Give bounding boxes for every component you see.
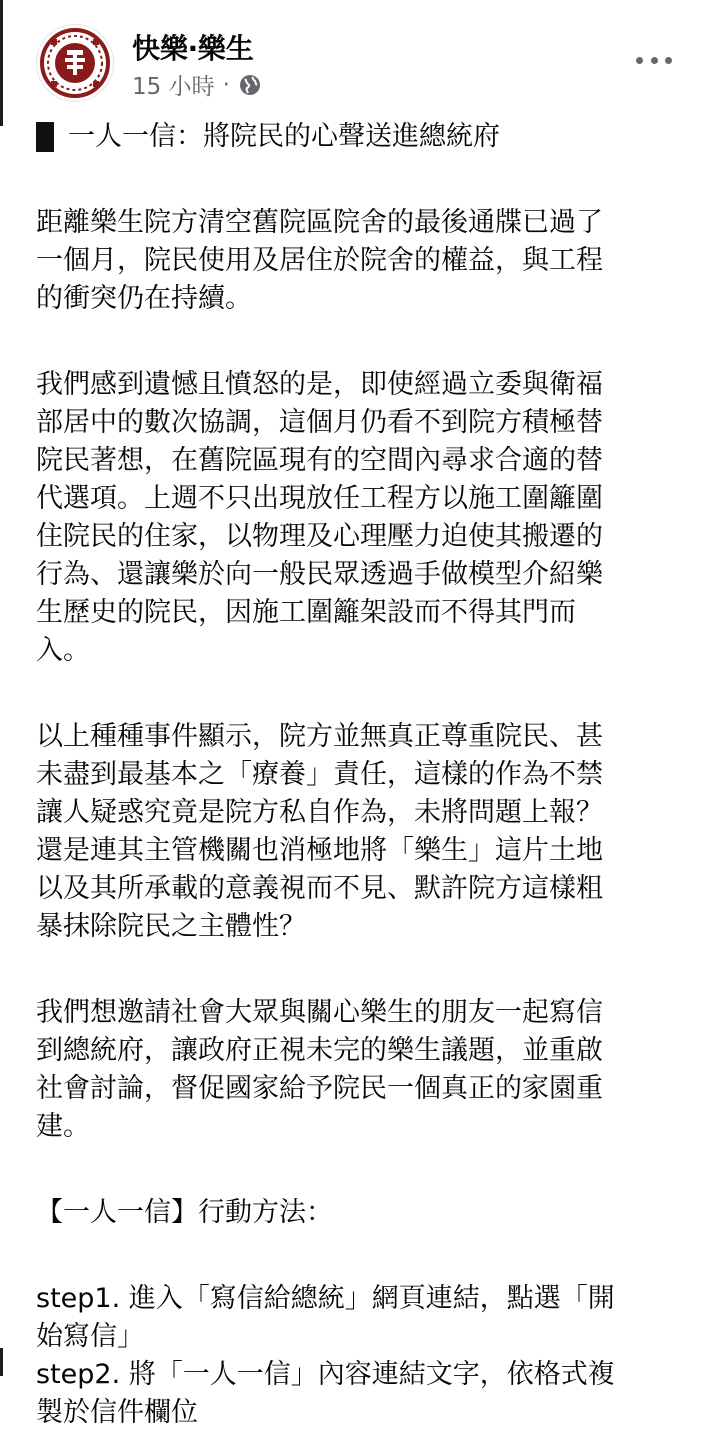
black-square-icon — [36, 122, 54, 152]
avatar-seal-icon — [37, 25, 113, 101]
page-avatar[interactable] — [36, 24, 114, 102]
paragraph-line: 以上種種事件顯示，院方並無真正尊重院民、甚 — [36, 721, 603, 752]
left-edge-rule-bottom — [0, 1348, 3, 1376]
action-heading: 【一人一信】行動方法： — [36, 1197, 333, 1228]
more-dot-icon — [665, 57, 672, 64]
more-options-button[interactable] — [636, 50, 672, 70]
more-dot-icon — [636, 57, 643, 64]
paragraph-line: 距離樂生院方清空舊院區院舍的最後通牒已過了 — [36, 207, 603, 238]
paragraph-line: 行為、還讓樂於向一般民眾透過手做模型介紹樂 — [36, 559, 603, 590]
paragraph-line: 住院民的住家，以物理及心理壓力迫使其搬遷的 — [36, 521, 603, 552]
paragraph-line: 社會討論，督促國家給予院民一個真正的家園重 — [36, 1073, 603, 1104]
post-header — [0, 0, 704, 120]
post-timestamp[interactable]: 15 小時 — [132, 74, 215, 100]
paragraph-line: 的衝突仍在持續。 — [36, 283, 252, 314]
paragraph-line: 部居中的數次協調，這個月仍看不到院方積極替 — [36, 407, 603, 438]
step-line: step2. 將「一人一信」內容連結文字，依格式複 — [36, 1359, 615, 1390]
more-dot-icon — [651, 57, 658, 64]
paragraph-line: 一個月，院民使用及居住於院舍的權益，與工程 — [36, 245, 603, 276]
paragraph-line: 以及其所承載的意義視而不見、默許院方這樣粗 — [36, 873, 603, 904]
paragraph-line: 代選項。上週不只出現放任工程方以施工圍籬圍 — [36, 483, 603, 514]
step-line: step1. 進入「寫信給總統」網頁連結，點選「開 — [36, 1283, 615, 1314]
paragraph-line: 生歷史的院民，因施工圍籬架設而不得其門而 — [36, 597, 576, 628]
paragraph-line: 我們想邀請社會大眾與關心樂生的朋友一起寫信 — [36, 997, 603, 1028]
post-title — [36, 118, 686, 156]
paragraph-line: 我們感到遺憾且憤怒的是，即使經過立委與衛福 — [36, 369, 603, 400]
paragraph-line: 讓人疑惑究竟是院方私自作為，未將問題上報？ — [36, 797, 603, 828]
page-name-link[interactable]: 快樂‧樂生 — [132, 32, 254, 65]
post-title-text: 一人一信：將院民的心聲送進總統府 — [68, 121, 500, 152]
paragraph-line: 建。 — [36, 1111, 90, 1142]
globe-icon[interactable] — [238, 73, 262, 97]
paragraph-line: 入。 — [36, 635, 90, 666]
paragraph-line: 未盡到最基本之「療養」責任，這樣的作為不禁 — [36, 759, 603, 790]
post-body — [36, 114, 686, 1432]
paragraph-line: 院民著想，在舊院區現有的空間內尋求合適的替 — [36, 445, 603, 476]
paragraph-line: 還是連其主管機關也消極地將「樂生」這片土地 — [36, 835, 603, 866]
meta-separator: · — [222, 71, 230, 98]
step-line: 製於信件欄位 — [36, 1397, 198, 1428]
post-meta — [132, 68, 262, 101]
step-line: 始寫信」 — [36, 1321, 144, 1352]
paragraph-line: 暴抹除院民之主體性？ — [36, 911, 306, 942]
paragraph-line: 到總統府，讓政府正視未完的樂生議題，並重啟 — [36, 1035, 603, 1066]
